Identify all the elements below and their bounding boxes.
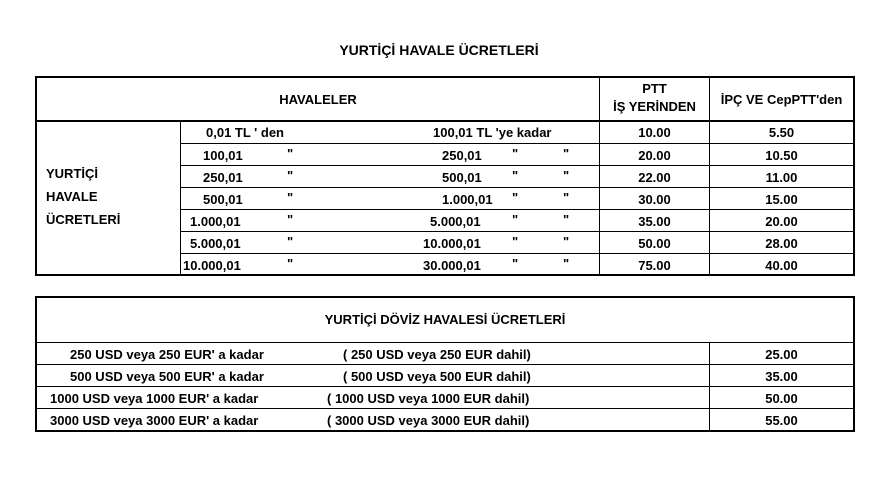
range-from: 100,01: [203, 148, 243, 163]
ditto-mark: ": [512, 234, 519, 249]
range-from: 10.000,01: [183, 258, 241, 273]
side-label-line1: YURTİÇİ: [46, 166, 98, 181]
transfer-fee: 35.00: [765, 369, 798, 384]
ditto-mark: ": [563, 146, 570, 161]
domestic-fees-title: YURTİÇİ HAVALE ÜCRETLERİ: [339, 42, 539, 58]
side-label-line2: HAVALE: [46, 189, 98, 204]
range-to: 10.000,01: [423, 236, 481, 251]
range-to: 100,01 TL 'ye kadar: [433, 125, 552, 140]
ptt-fee: 50.00: [638, 236, 671, 251]
ipc-fee: 10.50: [765, 148, 798, 163]
ipc-fee: 5.50: [768, 125, 795, 140]
range-to: 5.000,01: [430, 214, 481, 229]
ptt-fee: 10.00: [638, 125, 671, 140]
range-from: 0,01 TL ' den: [206, 125, 284, 140]
ditto-mark: ": [287, 146, 294, 161]
ditto-mark: ": [512, 146, 519, 161]
ditto-mark: ": [287, 234, 294, 249]
ditto-mark: ": [512, 190, 519, 205]
ditto-mark: ": [287, 168, 294, 183]
ditto-mark: ": [287, 190, 294, 205]
range-to: 1.000,01: [442, 192, 493, 207]
range-to: 30.000,01: [423, 258, 481, 273]
transfer-fee: 55.00: [765, 413, 798, 428]
range-from: 500,01: [203, 192, 243, 207]
ptt-fee: 20.00: [638, 148, 671, 163]
range-to: 250,01: [442, 148, 482, 163]
ditto-mark: ": [563, 168, 570, 183]
inclusive-note: ( 1000 USD veya 1000 EUR dahil): [327, 391, 530, 406]
ditto-mark: ": [512, 168, 519, 183]
ditto-mark: ": [287, 212, 294, 227]
ditto-mark: ": [563, 190, 570, 205]
inclusive-note: ( 3000 USD veya 3000 EUR dahil): [327, 413, 530, 428]
currency-limit: 500 USD veya 500 EUR' a kadar: [70, 369, 264, 384]
transfer-fee: 25.00: [765, 347, 798, 362]
header-ipc-cepptt: İPÇ VE CepPTT'den: [720, 92, 843, 107]
header-ptt-office: İŞ YERİNDEN: [613, 99, 696, 114]
inclusive-note: ( 500 USD veya 500 EUR dahil): [343, 369, 531, 384]
side-label-line3: ÜCRETLERİ: [46, 212, 121, 227]
range-from: 250,01: [203, 170, 243, 185]
ditto-mark: ": [563, 256, 570, 271]
ditto-mark: ": [512, 212, 519, 227]
currency-limit: 1000 USD veya 1000 EUR' a kadar: [50, 391, 259, 406]
ipc-fee: 15.00: [765, 192, 798, 207]
ditto-mark: ": [287, 256, 294, 271]
ptt-fee: 30.00: [638, 192, 671, 207]
ptt-fee: 22.00: [638, 170, 671, 185]
ditto-mark: ": [563, 212, 570, 227]
currency-limit: 3000 USD veya 3000 EUR' a kadar: [50, 413, 259, 428]
ditto-mark: ": [512, 256, 519, 271]
ipc-fee: 28.00: [765, 236, 798, 251]
range-to: 500,01: [442, 170, 482, 185]
ptt-fee: 35.00: [638, 214, 671, 229]
ipc-fee: 40.00: [765, 258, 798, 273]
ipc-fee: 11.00: [765, 170, 798, 185]
header-havaleler: HAVALELER: [279, 92, 357, 107]
transfer-fee: 50.00: [765, 391, 798, 406]
range-from: 5.000,01: [190, 236, 241, 251]
inclusive-note: ( 250 USD veya 250 EUR dahil): [343, 347, 531, 362]
ipc-fee: 20.00: [765, 214, 798, 229]
foreign-fees-title: YURTİÇİ DÖVİZ HAVALESİ ÜCRETLERİ: [324, 312, 566, 327]
header-ptt: PTT: [642, 81, 667, 96]
ditto-mark: ": [563, 234, 570, 249]
currency-limit: 250 USD veya 250 EUR' a kadar: [70, 347, 264, 362]
ptt-fee: 75.00: [638, 258, 671, 273]
range-from: 1.000,01: [190, 214, 241, 229]
